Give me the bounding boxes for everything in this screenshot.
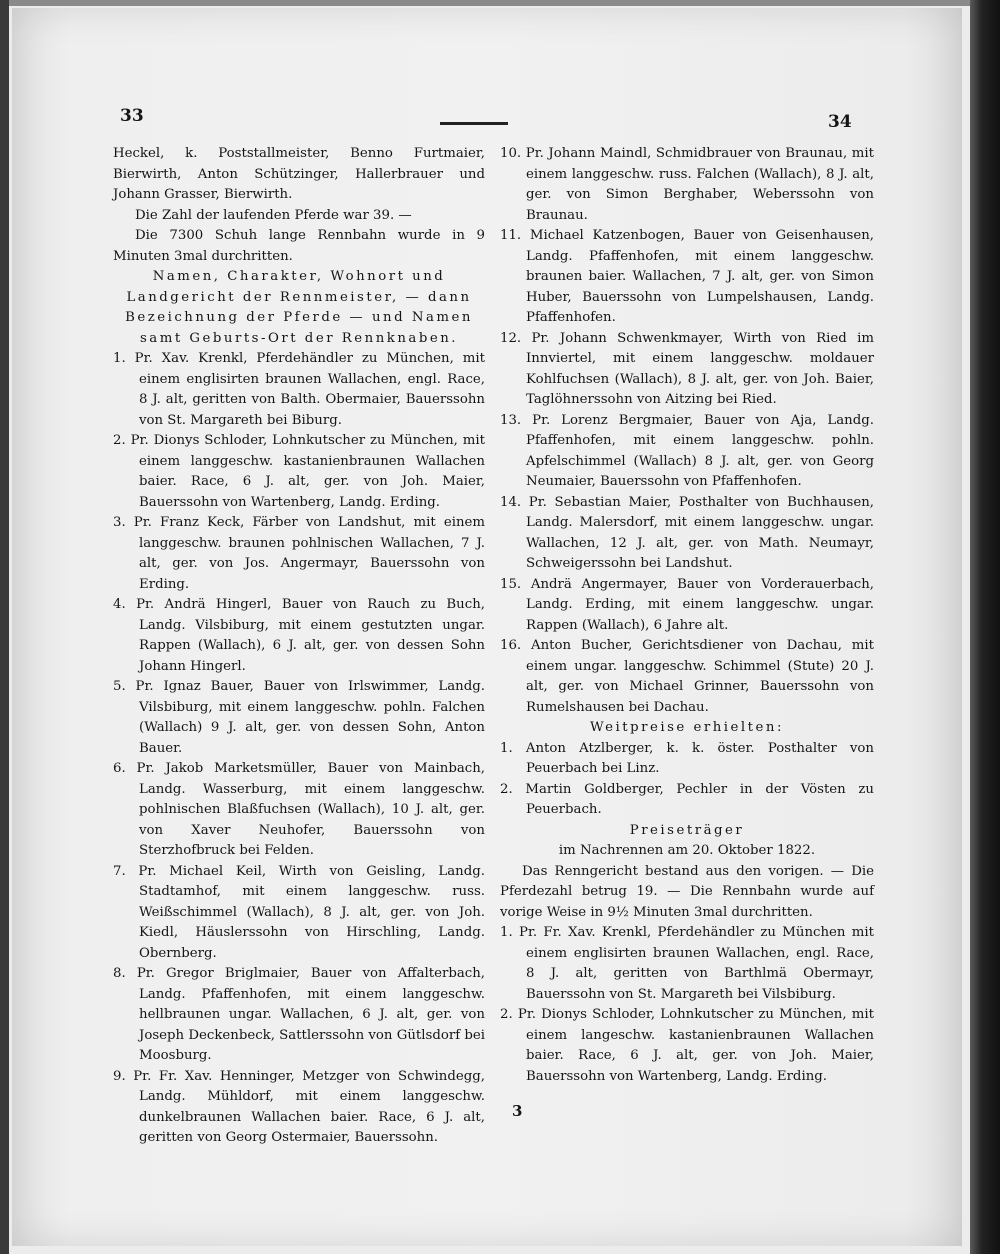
page-number-right: 34	[828, 112, 852, 132]
list-item: 14. Pr. Sebastian Maier, Posthalter von Buchhausen, Landg. Malersdorf, mit einem langgeschw. ungar. Wallachen, 12 J. alt, ger. von Math. Neumayr, Schweigerssohn bei Landshut.	[500, 494, 874, 571]
list-item: 7. Pr. Michael Keil, Wirth von Geisling, Landg. Stadtamhof, mit einem langgeschw. russ. Weißschimmel (Wallach), 8 J. alt, ger. von Joh. Kiedl, Häuslerssohn von Hirschling, Landg. Obernberg.	[113, 863, 485, 961]
list-item: 15. Andrä Angermayer, Bauer von Vorderauerbach, Landg. Erding, mit einem langgeschw. ungar. Rappen (Wallach), 6 Jahre alt.	[500, 576, 874, 633]
list-item: 11. Michael Katzenbogen, Bauer von Geisenhausen, Landg. Pfaffenhofen, mit einem langgeschw. braunen baier. Wallachen, 7 J. alt, ger. von Simon Huber, Bauerssohn von Lumpelshausen, Landg. Pfaffenhofen.	[500, 228, 874, 325]
list-item: 2. Martin Goldberger, Pechler in der Vösten zu Peuerbach.	[500, 781, 874, 817]
section-heading: Preiseträger	[629, 822, 745, 838]
signature-mark: 3	[512, 1102, 523, 1120]
left-column	[113, 144, 485, 1149]
section-heading: Namen, Charakter, Wohnort und Landgericht der Rennmeister, — dann Bezeichnung der Pferde — und Namen samt Geburts-Ort der Rennknaben.	[125, 269, 473, 346]
list-item: 10. Pr. Johann Maindl, Schmidbrauer von Braunau, mit einem langgeschw. russ. Falchen (Wallach), 8 J. alt, ger. von Simon Berghaber, Weberssohn von Braunau.	[500, 146, 874, 223]
list-item: 9. Pr. Fr. Xav. Henninger, Metzger von Schwindegg, Landg. Mühldorf, mit einem langgeschw. dunkelbraunen Wallachen baier. Race, 6 J. alt, geritten von Georg Ostermaier, Bauerssohn.	[113, 1068, 485, 1145]
continuation-paragraph: Heckel, k. Poststallmeister, Benno Furtmaier, Bierwirth, Anton Schützinger, Hallerbrauer und Johann Grasser, Bierwirth.	[113, 146, 485, 202]
subheading: im Nachrennen am 20. Oktober 1822.	[558, 843, 816, 858]
paragraph: Das Renngericht bestand aus den vorigen. — Die Pferdezahl betrug 19. — Die Rennbahn wurde auf vorige Weise in 9½ Minuten 3mal durchritten.	[500, 863, 874, 920]
list-item: 2. Pr. Dionys Schloder, Lohnkutscher zu München, mit einem langeschw. kastanienbraunen Wallachen baier. Race, 6 J. alt, ger. von Joh. Maier, Bauerssohn von Wartenberg, Landg. Erding.	[500, 1007, 874, 1084]
list-item: 16. Anton Bucher, Gerichtsdiener von Dachau, mit einem ungar. langgeschw. Schimmel (Stute) 20 J. alt, ger. von Michael Grinner, Bauerssohn von Rumelshausen bei Dachau.	[500, 638, 874, 715]
paragraph: Die Zahl der laufenden Pferde war 39. —	[135, 207, 412, 223]
list-item: 6. Pr. Jakob Marketsmüller, Bauer von Mainbach, Landg. Wasserburg, mit einem langgeschw. pohlnischen Blaßfuchsen (Wallach), 10 J. alt, ger. von Xaver Neuhofer, Bauerssohn von Sterzhofbruck bei Felden.	[113, 761, 485, 858]
list-item: 13. Pr. Lorenz Bergmaier, Bauer von Aja, Landg. Pfaffenhofen, mit einem langgeschw. pohln. Apfelschimmel (Wallach) 8 J. alt, ger. von Georg Neumaier, Bauerssohn von Pfaffenhofen.	[500, 412, 874, 489]
list-item: 5. Pr. Ignaz Bauer, Bauer von Irlswimmer, Landg. Vilsbiburg, mit einem langgeschw. pohln. Falchen (Wallach) 9 J. alt, ger. von dessen Sohn, Anton Bauer.	[113, 679, 485, 756]
list-item: 2. Pr. Dionys Schloder, Lohnkutscher zu München, mit einem langgeschw. kastanienbraunen Wallachen baier. Race, 6 J. alt, ger. von Joh. Maier, Bauerssohn von Wartenberg, Landg. Erding.	[113, 433, 485, 510]
list-item: 3. Pr. Franz Keck, Färber von Landshut, mit einem langgeschw. braunen pohlnischen Wallachen, 7 J. alt, ger. von Jos. Angermayr, Bauerssohn von Erding.	[113, 515, 485, 592]
header-rule	[440, 122, 508, 125]
scan-right-edge	[970, 0, 1000, 1254]
paragraph: Die 7300 Schuh lange Rennbahn wurde in 9 Minuten 3mal durchritten.	[113, 228, 485, 264]
list-item: 1. Pr. Fr. Xav. Krenkl, Pferdehändler zu München mit einem englisirten braunen Wallachen, engl. Race, 8 J. alt, geritten von Barthlmä Obermayr, Bauerssohn von St. Margareth bei Vilsbiburg.	[500, 925, 874, 1002]
section-heading: Weitpreise erhielten:	[590, 720, 784, 735]
scan-left-edge	[0, 0, 9, 1254]
scan-top-edge	[0, 0, 1000, 6]
list-item: 1. Anton Atzlberger, k. k. öster. Posthalter von Peuerbach bei Linz.	[500, 740, 874, 776]
right-column	[500, 144, 874, 1087]
list-item: 4. Pr. Andrä Hingerl, Bauer von Rauch zu Buch, Landg. Vilsbiburg, mit einem gestutzten ungar. Rappen (Wallach), 6 J. alt, ger. von dessen Sohn Johann Hingerl.	[113, 597, 485, 674]
list-item: 1. Pr. Xav. Krenkl, Pferdehändler zu München, mit einem englisirten braunen Wallachen, engl. Race, 8 J. alt, geritten von Balth. Obermaier, Bauerssohn von St. Margareth bei Biburg.	[113, 351, 485, 428]
page-number-left: 33	[120, 106, 144, 126]
list-item: 12. Pr. Johann Schwenkmayer, Wirth von Ried im Innviertel, mit einem langgeschw. moldauer Kohlfuchsen (Wallach), 8 J. alt, ger. von Joh. Baier, Taglöhnerssohn von Aitzing bei Ried.	[500, 330, 874, 407]
list-item: 8. Pr. Gregor Briglmaier, Bauer von Affalterbach, Landg. Pfaffenhofen, mit einem langgeschw. hellbraunen ungar. Wallachen, 6 J. alt, ger. von Joseph Deckenbeck, Sattlerssohn von Gütlsdorf bei Moosburg.	[113, 966, 485, 1063]
